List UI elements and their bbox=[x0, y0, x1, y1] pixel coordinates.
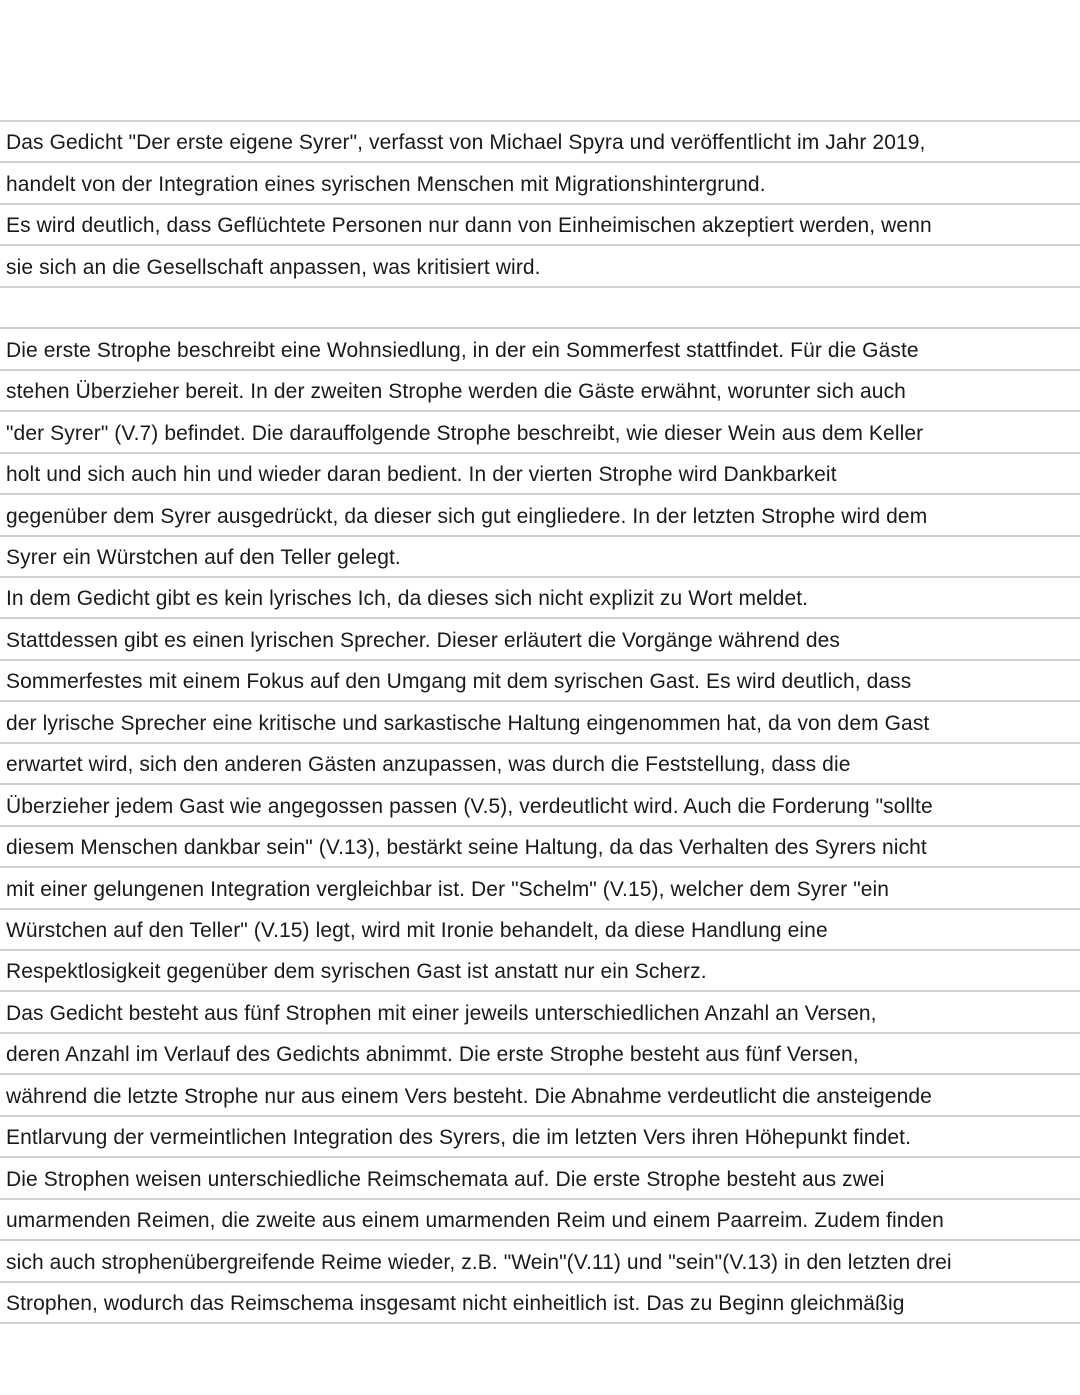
text-line: In dem Gedicht gibt es kein lyrisches Ich, da dieses sich nicht explizit zu Wort meldet. bbox=[6, 587, 809, 611]
text-line: mit einer gelungenen Integration vergleichbar ist. Der "Schelm" (V.15), welcher dem Syrer "ein bbox=[6, 877, 890, 901]
text-line: Sommerfestes mit einem Fokus auf den Umgang mit dem syrischen Gast. Es wird deutlich, dass bbox=[6, 670, 912, 694]
ruled-line bbox=[0, 120, 1080, 122]
ruled-line bbox=[0, 1156, 1080, 1158]
text-line: handelt von der Integration eines syrischen Menschen mit Migrationshintergrund. bbox=[6, 172, 766, 196]
ruled-line bbox=[0, 1198, 1080, 1200]
ruled-line bbox=[0, 742, 1080, 744]
ruled-line bbox=[0, 535, 1080, 537]
text-line: Die Strophen weisen unterschiedliche Reimschemata auf. Die erste Strophe besteht aus zwei bbox=[6, 1167, 885, 1191]
text-line: Syrer ein Würstchen auf den Teller gelegt. bbox=[6, 545, 401, 569]
text-line: deren Anzahl im Verlauf des Gedichts abnimmt. Die erste Strophe besteht aus fünf Versen, bbox=[6, 1043, 859, 1067]
ruled-line bbox=[0, 244, 1080, 246]
ruled-line bbox=[0, 1239, 1080, 1241]
ruled-line bbox=[0, 1281, 1080, 1283]
text-line: Überzieher jedem Gast wie angegossen passen (V.5), verdeutlicht wird. Auch die Forderung "sollte bbox=[6, 794, 933, 818]
text-line: diesem Menschen dankbar sein" (V.13), bestärkt seine Haltung, da das Verhalten des Syrers nicht bbox=[6, 836, 927, 860]
ruled-line bbox=[0, 576, 1080, 578]
ruled-line bbox=[0, 866, 1080, 868]
text-line: Das Gedicht besteht aus fünf Strophen mit einer jeweils unterschiedlichen Anzahl an Versen, bbox=[6, 1001, 877, 1025]
text-line: Stattdessen gibt es einen lyrischen Sprecher. Dieser erläutert die Vorgänge während des bbox=[6, 628, 841, 652]
text-line: erwartet wird, sich den anderen Gästen anzupassen, was durch die Feststellung, dass die bbox=[6, 753, 851, 777]
ruled-line bbox=[0, 700, 1080, 702]
text-line: sie sich an die Gesellschaft anpassen, was kritisiert wird. bbox=[6, 255, 541, 279]
text-line: Entlarvung der vermeintlichen Integration des Syrers, die im letzten Vers ihren Höhepunkt findet. bbox=[6, 1126, 912, 1150]
text-line: Strophen, wodurch das Reimschema insgesamt nicht einheitlich ist. Das zu Beginn gleichmäßig bbox=[6, 1292, 905, 1316]
text-line: "der Syrer" (V.7) befindet. Die darauffolgende Strophe beschreibt, wie dieser Wein aus dem Keller bbox=[6, 421, 924, 445]
text-line: Es wird deutlich, dass Geflüchtete Personen nur dann von Einheimischen akzeptiert werden, wenn bbox=[6, 214, 932, 238]
text-line: Das Gedicht "Der erste eigene Syrer", verfasst von Michael Spyra und veröffentlicht im Jahr 2019, bbox=[6, 131, 926, 155]
ruled-line bbox=[0, 1032, 1080, 1034]
ruled-line bbox=[0, 286, 1080, 288]
ruled-line bbox=[0, 161, 1080, 163]
ruled-line bbox=[0, 493, 1080, 495]
ruled-line bbox=[0, 617, 1080, 619]
ruled-line bbox=[0, 203, 1080, 205]
text-line: holt und sich auch hin und wieder daran bedient. In der vierten Strophe wird Dankbarkeit bbox=[6, 463, 837, 487]
ruled-line bbox=[0, 327, 1080, 329]
text-line: der lyrische Sprecher eine kritische und sarkastische Haltung eingenommen hat, da von dem Gast bbox=[6, 711, 930, 735]
ruled-line bbox=[0, 908, 1080, 910]
ruled-line bbox=[0, 783, 1080, 785]
text-line: umarmenden Reimen, die zweite aus einem umarmenden Reim und einem Paarreim. Zudem finden bbox=[6, 1209, 944, 1233]
ruled-line bbox=[0, 452, 1080, 454]
ruled-line bbox=[0, 659, 1080, 661]
text-line: stehen Überzieher bereit. In der zweiten Strophe werden die Gäste erwähnt, worunter sich auch bbox=[6, 380, 906, 404]
ruled-line bbox=[0, 990, 1080, 992]
text-line: während die letzte Strophe nur aus einem Vers besteht. Die Abnahme verdeutlicht die ansteigende bbox=[6, 1084, 932, 1108]
text-line: Würstchen auf den Teller" (V.15) legt, wird mit Ironie behandelt, da diese Handlung eine bbox=[6, 919, 828, 942]
ruled-line bbox=[0, 949, 1080, 951]
ruled-line bbox=[0, 1073, 1080, 1075]
text-line: Die erste Strophe beschreibt eine Wohnsiedlung, in der ein Sommerfest stattfindet. Für die Gäste bbox=[6, 338, 919, 362]
text-line: Respektlosigkeit gegenüber dem syrischen Gast ist anstatt nur ein Scherz. bbox=[6, 960, 707, 984]
ruled-line bbox=[0, 410, 1080, 412]
ruled-line bbox=[0, 825, 1080, 827]
text-line: sich auch strophenübergreifende Reime wieder, z.B. "Wein"(V.11) und "sein"(V.13) in den letzten drei bbox=[6, 1250, 952, 1274]
text-line: gegenüber dem Syrer ausgedrückt, da dieser sich gut eingliedere. In der letzten Strophe wird dem bbox=[6, 504, 928, 528]
ruled-line bbox=[0, 369, 1080, 371]
ruled-line bbox=[0, 1322, 1080, 1324]
ruled-line bbox=[0, 1115, 1080, 1117]
